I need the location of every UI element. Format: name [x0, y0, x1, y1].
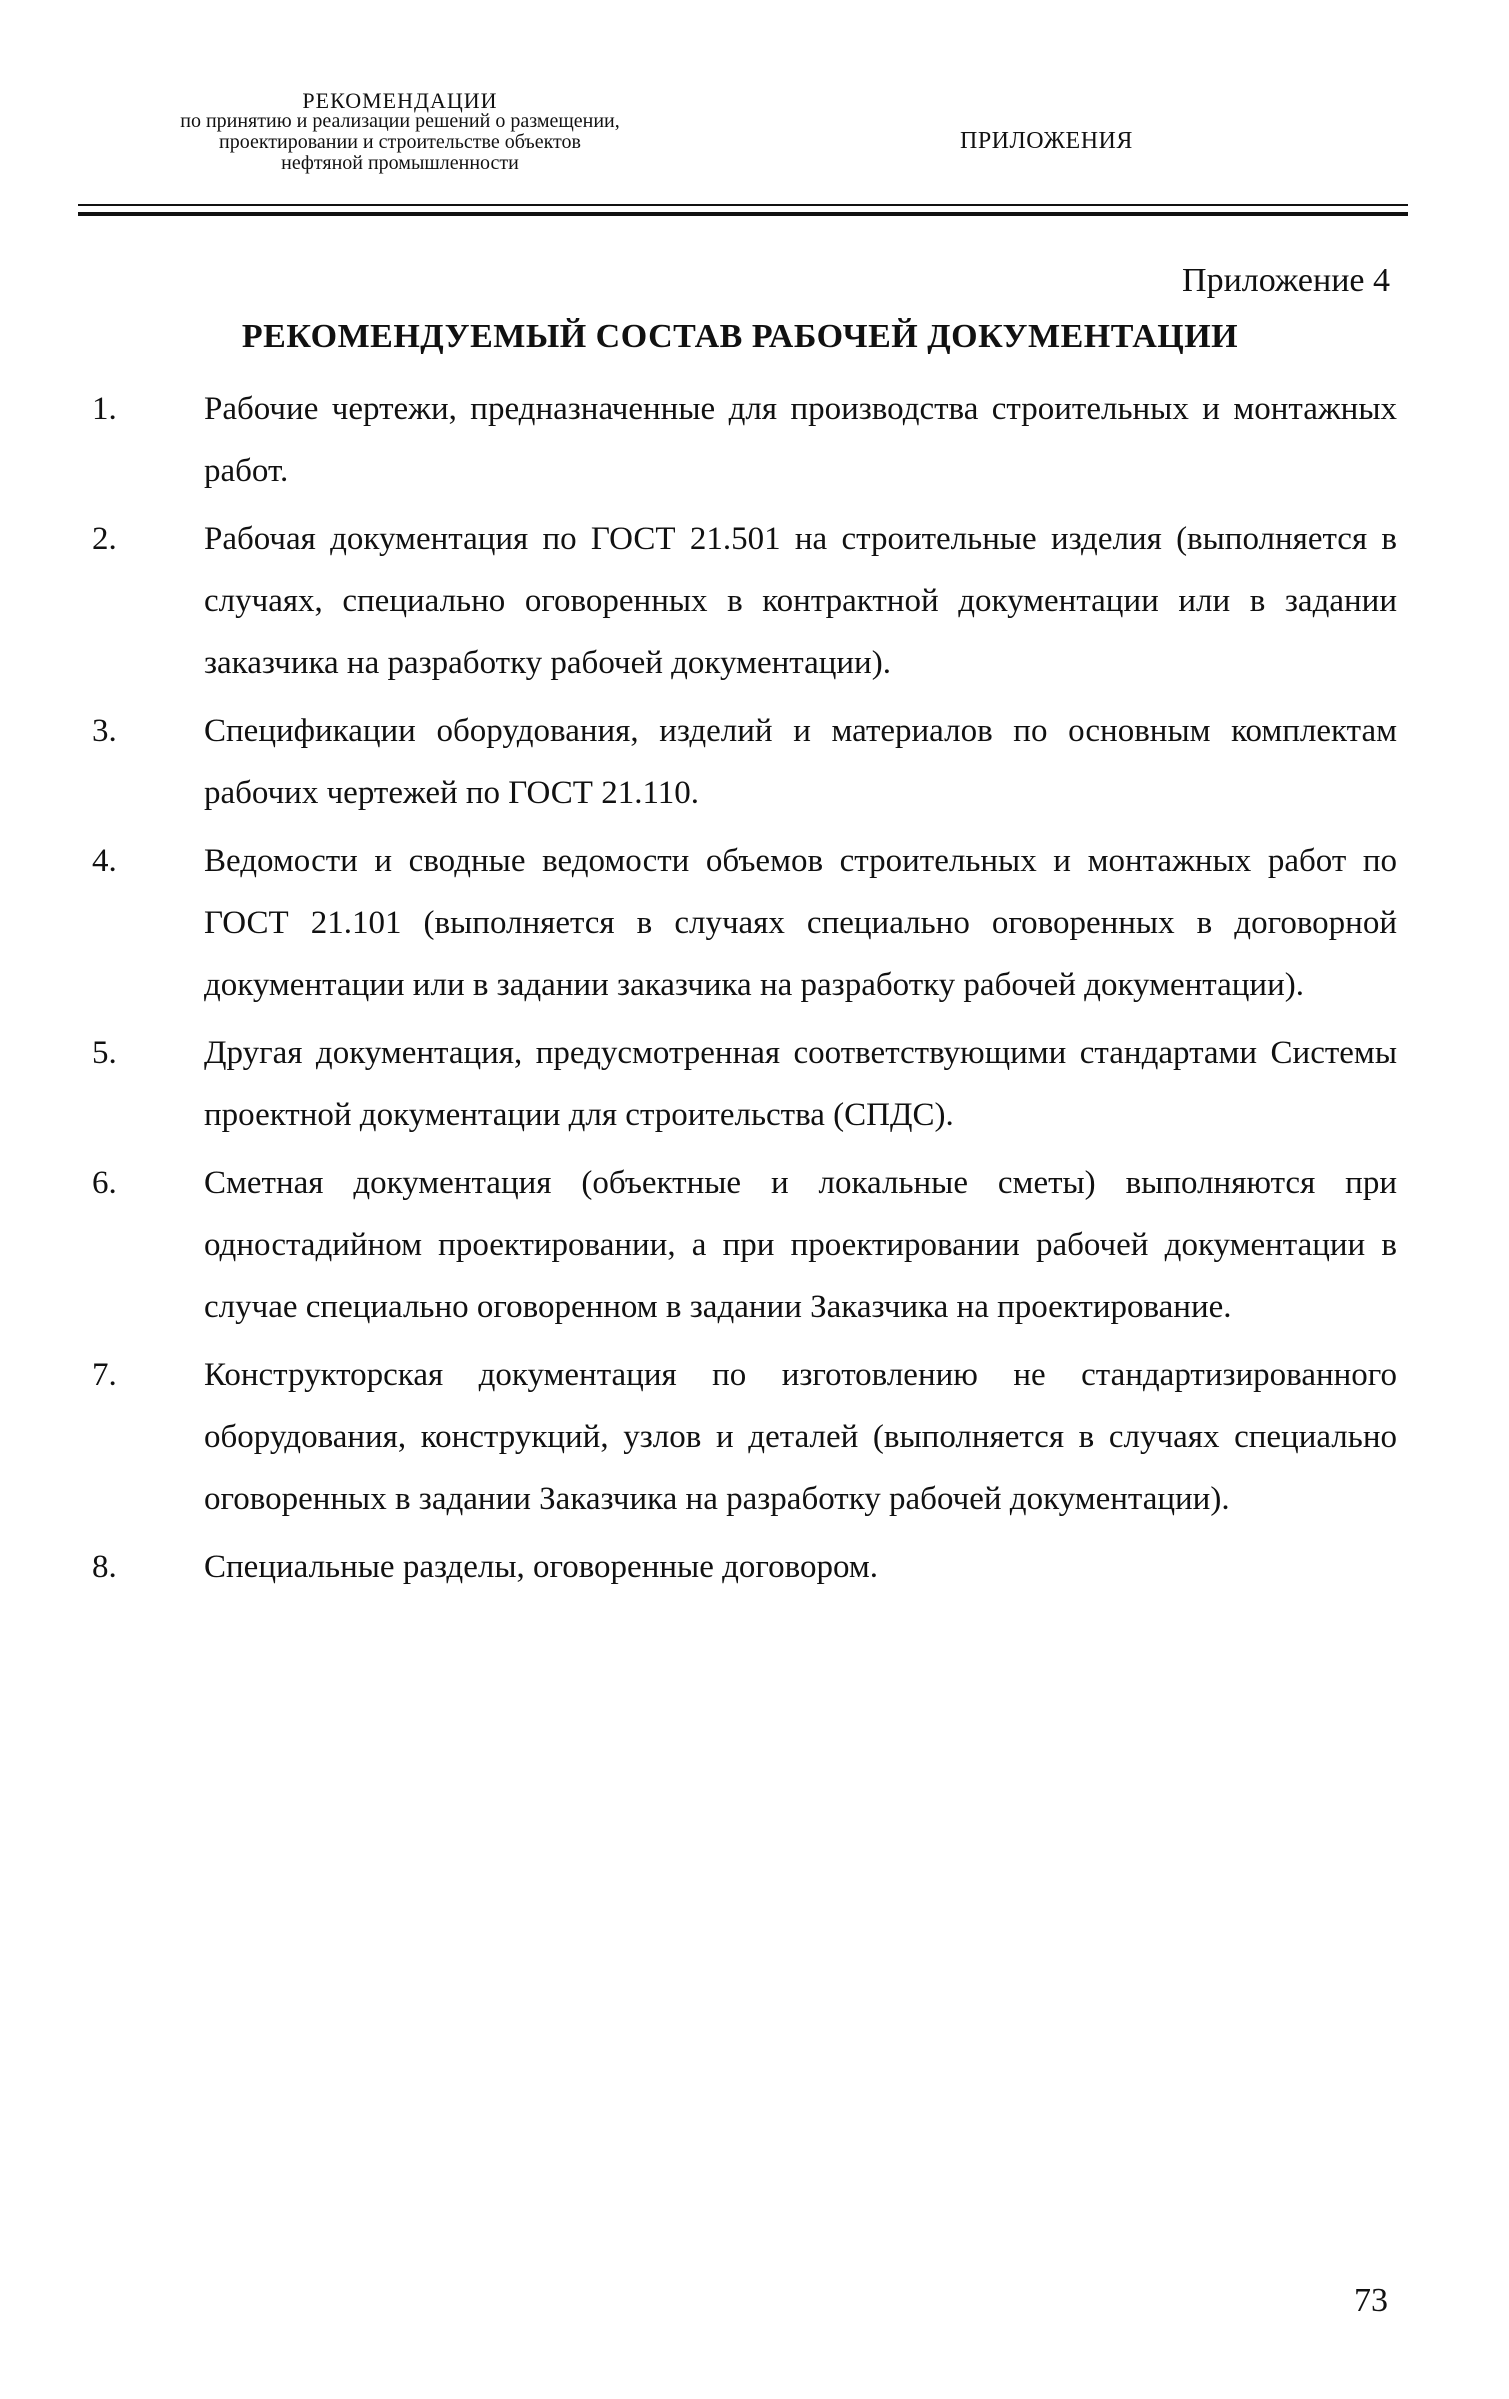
list-item-text: Рабочая документация по ГОСТ 21.501 на строительные изделия (выполняется в случаях, специально оговоренных в контрактной документации или в задании заказчика на разработку рабочей документации).	[204, 521, 1397, 681]
list-item	[92, 1022, 1397, 1146]
list-item-number: 3.	[92, 713, 117, 749]
list-item-number: 6.	[92, 1165, 117, 1201]
list-item-text: Специальные разделы, оговоренные договором.	[204, 1549, 878, 1585]
header-title: РЕКОМЕНДАЦИИ	[302, 88, 498, 113]
header-subtitle-line-2: проектировании и строительстве объектов	[219, 131, 581, 153]
list-item	[92, 830, 1397, 1016]
list-item-text: Ведомости и сводные ведомости объемов строительных и монтажных работ по ГОСТ 21.101 (выполняется в случаях специально оговоренных в договорной документации или в задании заказчика на разработку рабочей документации).	[204, 843, 1397, 1003]
list-item-text: Сметная документация (объектные и локальные сметы) выполняются при одностадийном проектировании, а при проектировании рабочей документации в случае специально оговоренном в задании Заказчика на проектирование.	[204, 1165, 1397, 1325]
header-rule-thin	[78, 204, 1408, 206]
page-number: 73	[1354, 2282, 1388, 2319]
list-item	[92, 378, 1397, 502]
appendix-label: Приложение 4	[1182, 262, 1390, 299]
list-item	[92, 1536, 1397, 1598]
list-item-number: 4.	[92, 843, 117, 879]
header-subtitle-line-1: по принятию и реализации решений о размещении,	[180, 110, 620, 132]
list-item-number: 1.	[92, 391, 117, 427]
list-item	[92, 1152, 1397, 1338]
list-item-number: 7.	[92, 1357, 117, 1393]
page-title: РЕКОМЕНДУЕМЫЙ СОСТАВ РАБОЧЕЙ ДОКУМЕНТАЦИИ	[241, 318, 1239, 355]
list-item	[92, 508, 1397, 694]
running-header-right: ПРИЛОЖЕНИЯ	[960, 128, 1133, 154]
list-item	[92, 1344, 1397, 1530]
list-item-text: Спецификации оборудования, изделий и материалов по основным комплектам рабочих чертежей по ГОСТ 21.110.	[204, 713, 1397, 811]
header-subtitle-line-3: нефтяной промышленности	[281, 152, 519, 174]
list-item-number: 8.	[92, 1549, 117, 1585]
list-item-text: Другая документация, предусмотренная соответствующими стандартами Системы проектной документации для строительства (СПДС).	[204, 1035, 1397, 1133]
running-header-left	[120, 90, 680, 174]
list-item-number: 2.	[92, 521, 117, 557]
list-item-number: 5.	[92, 1035, 117, 1071]
list-item-text: Конструкторская документация по изготовлению не стандартизированного оборудования, конструкций, узлов и деталей (выполняется в случаях специально оговоренных в задании Заказчика на разработку рабочей документации).	[204, 1357, 1397, 1517]
list-item	[92, 700, 1397, 824]
header-rule-thick	[78, 212, 1408, 216]
documentation-list	[92, 378, 1397, 1604]
list-item-text: Рабочие чертежи, предназначенные для производства строительных и монтажных работ.	[204, 391, 1397, 489]
